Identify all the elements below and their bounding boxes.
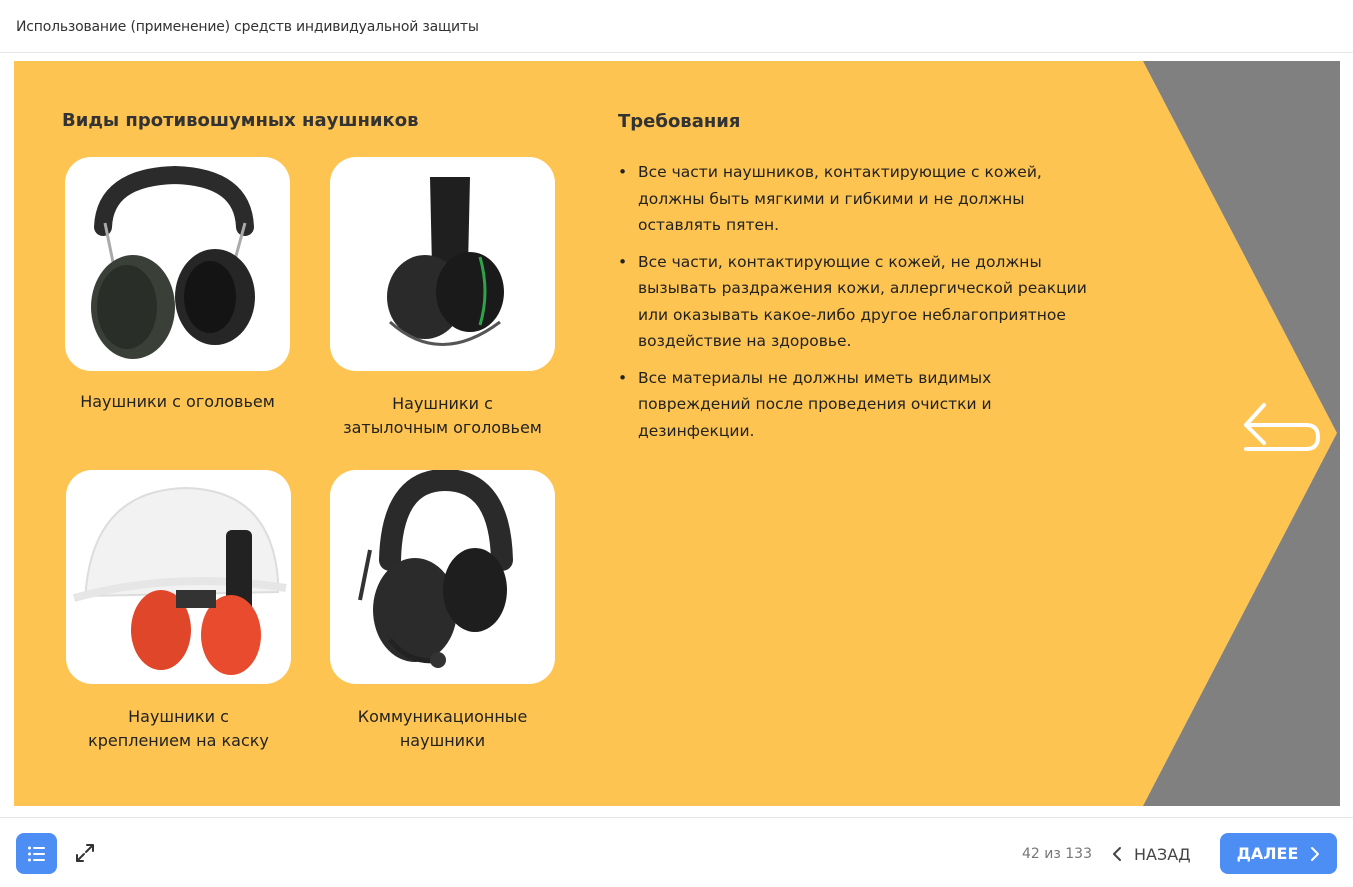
- card-caption-neckband: Наушники с затылочным оголовьем: [343, 394, 542, 437]
- earmuff-types-heading: Виды противошумных наушников: [62, 110, 419, 131]
- card-caption-headband: Наушники с оголовьем: [80, 392, 275, 411]
- helmet-earmuffs-image: [66, 470, 291, 684]
- back-button[interactable]: [1112, 840, 1191, 868]
- card-caption-communication: Коммуникационные наушники: [357, 707, 528, 750]
- requirement-item: • Все материалы не должны иметь видимых повреждений после проведения очистки и дезинфекции.: [618, 365, 1108, 445]
- header: [0, 0, 1353, 53]
- chevron-left-icon: [1112, 846, 1122, 862]
- fullscreen-icon[interactable]: [74, 842, 96, 864]
- requirements-list: [618, 159, 1108, 454]
- headband-earmuffs-image: [65, 157, 290, 371]
- neckband-earmuffs-image: [330, 157, 555, 371]
- chevron-right-icon: [1310, 846, 1320, 862]
- toc-menu-button[interactable]: [16, 833, 57, 874]
- back-button-label: НАЗАД: [1134, 844, 1191, 864]
- next-button-label: ДАЛЕЕ: [1236, 844, 1299, 863]
- list-icon: [27, 845, 47, 863]
- slide-counter: 42 из 133: [1022, 846, 1092, 862]
- footer: [0, 817, 1353, 887]
- course-title: Использование (применение) средств индивидуальной защиты: [16, 19, 479, 35]
- return-arrow-icon[interactable]: [1242, 399, 1322, 453]
- requirement-item: • Все части, контактирующие с кожей, не должны вызывать раздражения кожи, аллергической реакции или оказывать какое-либо другое неблагоприятное воздействие на здоровье.: [618, 249, 1108, 355]
- requirement-item: • Все части наушников, контактирующие с кожей, должны быть мягкими и гибкими и не должны оставлять пятен.: [618, 159, 1108, 239]
- slide: [14, 61, 1340, 806]
- communication-headset-image: [330, 470, 555, 684]
- next-button[interactable]: [1220, 833, 1337, 874]
- card-caption-helmet: Наушники с креплением на каску: [88, 707, 269, 750]
- requirements-heading: Требования: [618, 111, 741, 132]
